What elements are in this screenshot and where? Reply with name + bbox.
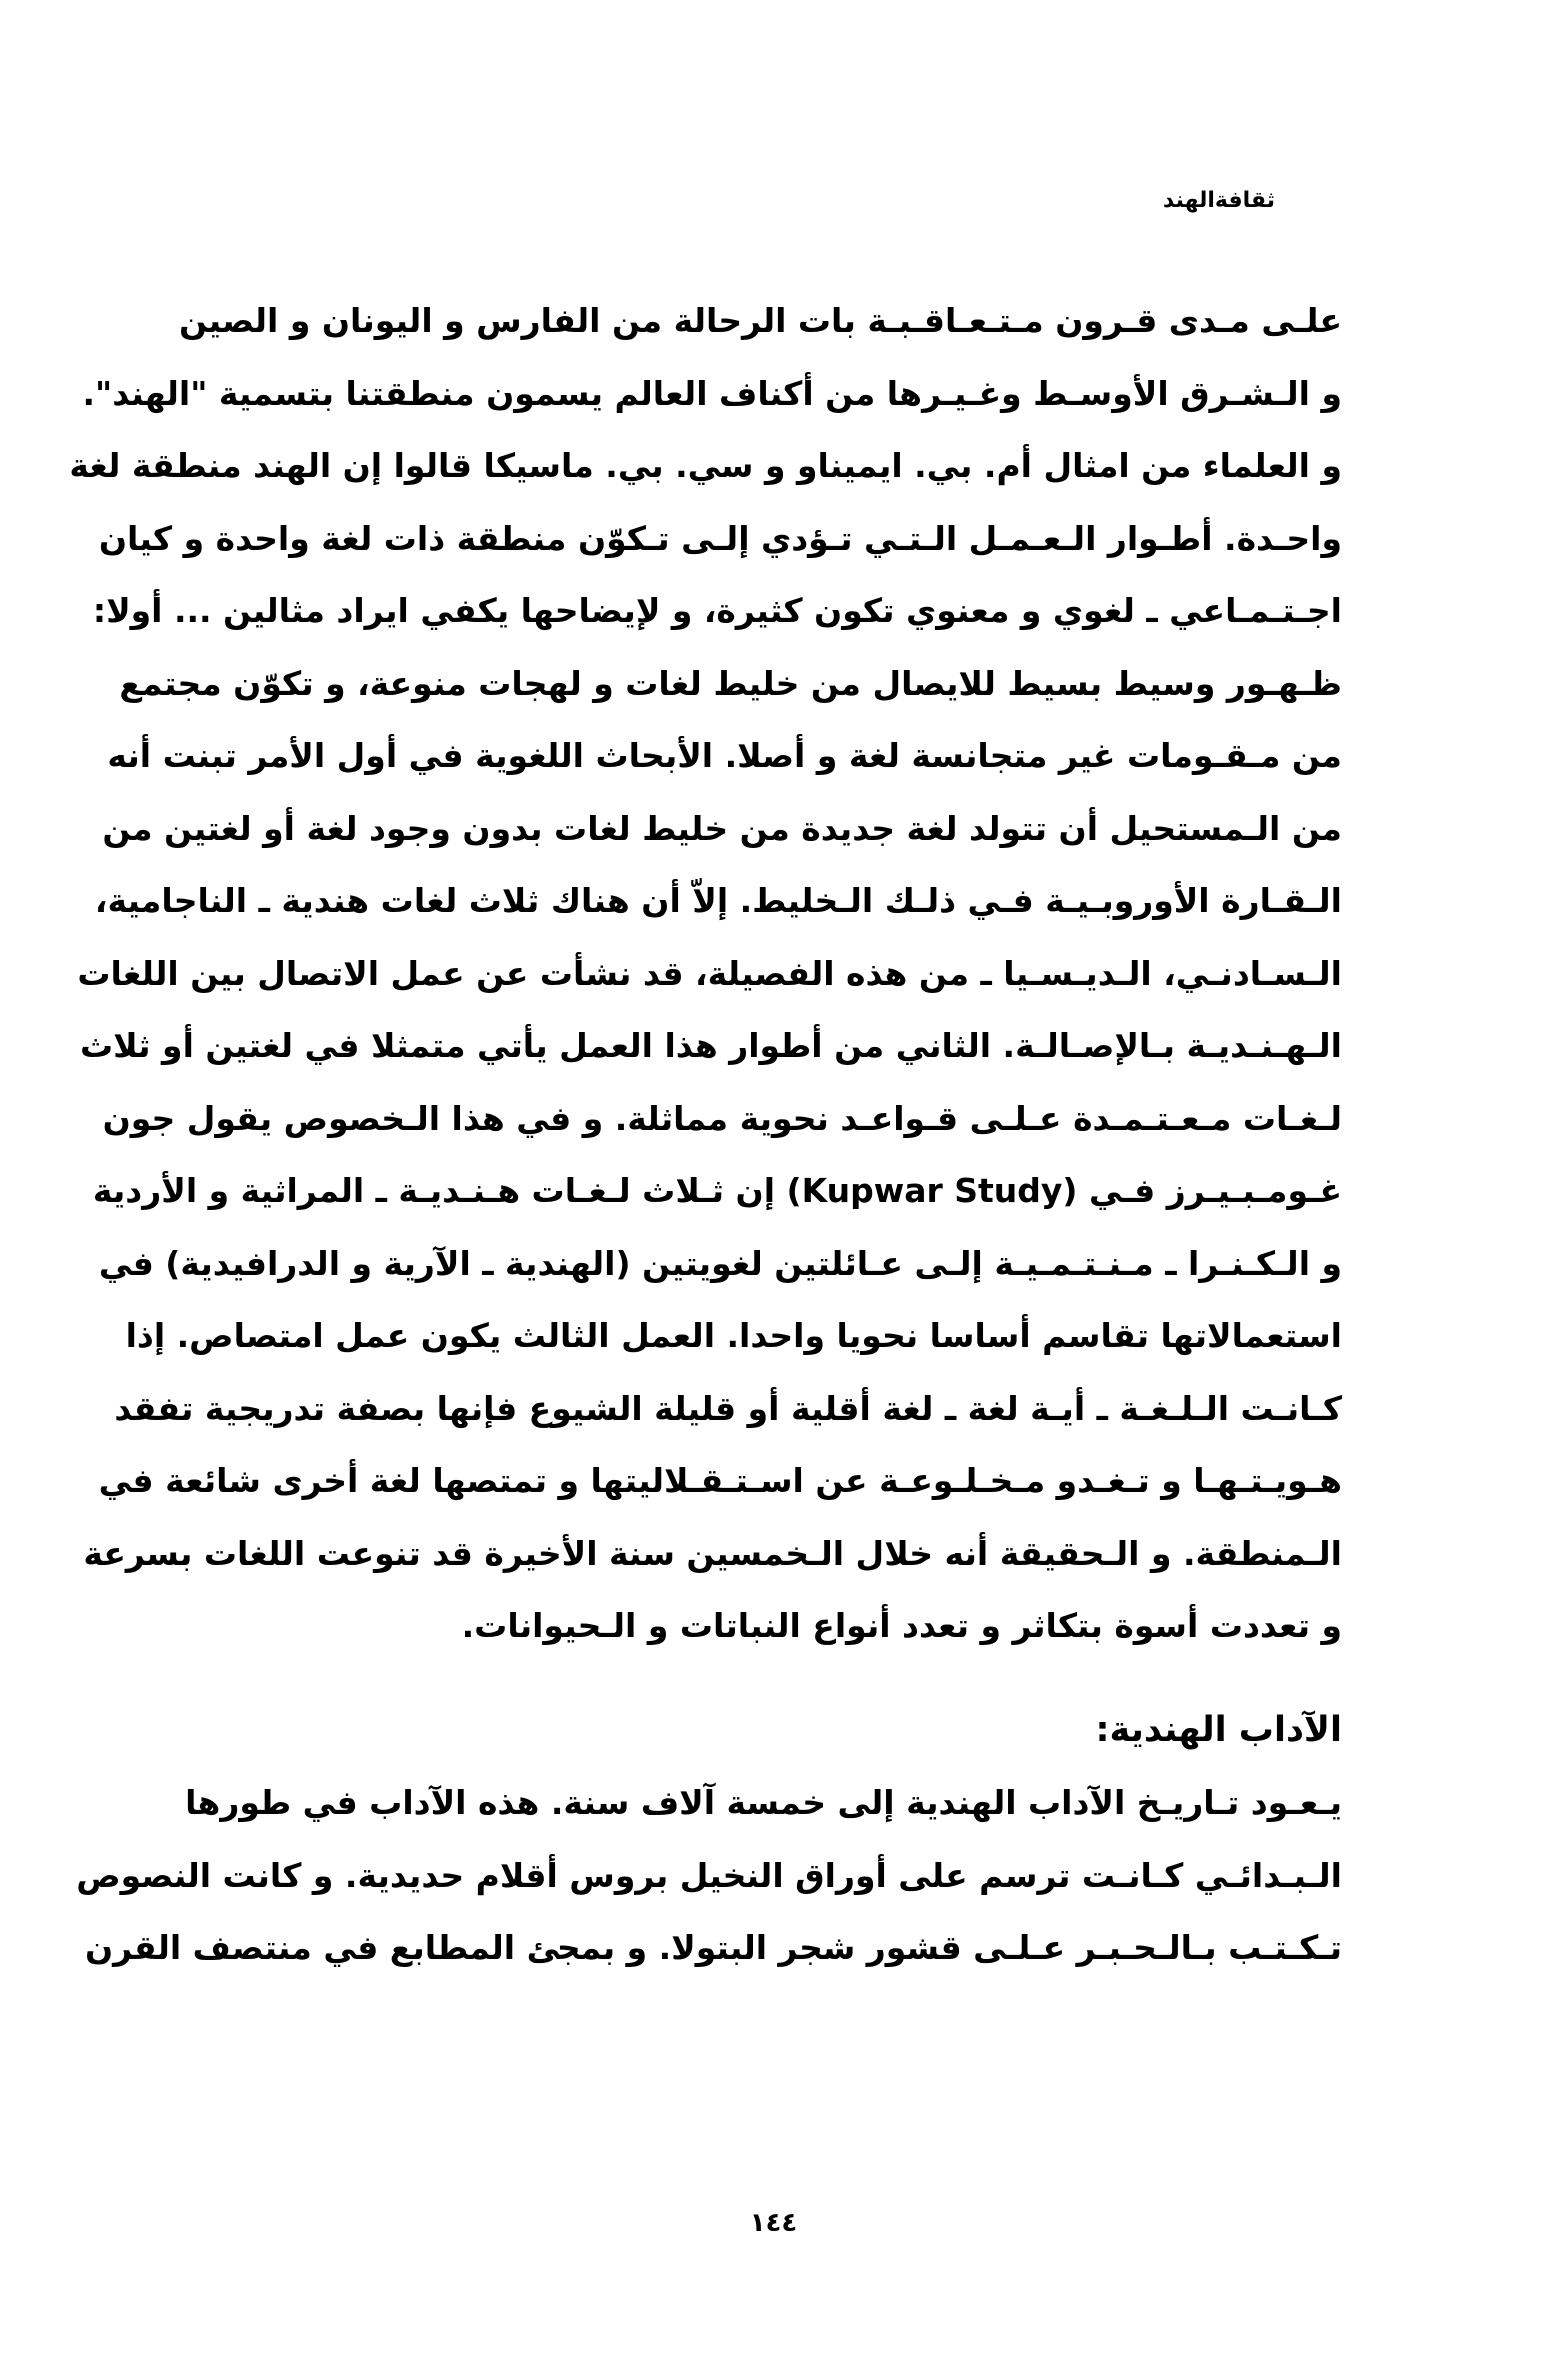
text-line: غـومـبـيـرز فـي (Kupwar Study) إن ثـلاث لـغـات هـنـديـة ـ المراثية و الأردية: [92, 1171, 1342, 1210]
text-line: الـقـارة الأوروبـيـة فـي ذلـك الـخليط. إلاّ أن هناك ثلاث لغات هندية ـ الناجامية،: [94, 881, 1342, 920]
text-line: و تعددت أسوة بتكاثر و تعدد أنواع النباتات و الـحيوانات.: [461, 1606, 1342, 1645]
text-line: يـعـود تـاريـخ الآداب الهندية إلى خمسة آلاف سنة. هذه الآداب في طورها: [185, 1783, 1342, 1822]
text-line: علـى مـدى قـرون مـتـعـاقـبـة بات الرحالة من الفارس و اليونان و الصين: [178, 301, 1342, 340]
section-heading: الآداب الهندية:: [1095, 1710, 1342, 1750]
running-header: ثقافةالهند: [1162, 188, 1275, 213]
text-line: و الـكـنـرا ـ مـنـتـمـيـة إلـى عـائلتين لغويتين (الهندية ـ الآرية و الدرافيدية) في: [98, 1243, 1342, 1283]
text-line: الـسـادنـي، الـديـسـيا ـ من هذه الفصيلة، قد نشأت عن عمل الاتصال بين اللغات: [77, 953, 1342, 993]
text-line: استعمالاتها تقاسم أساسا نحويا واحدا. العمل الثالث يكون عمل امتصاص. إذا: [125, 1316, 1342, 1355]
text-line: اجـتـمـاعي ـ لغوي و معنوي تكون كثيرة، و لإيضاحها يكفي ايراد مثالين ... أولا:: [92, 591, 1342, 630]
text-line: من الـمستحيل أن تتولد لغة جديدة من خليط لغات بدون وجود لغة أو لغتين من: [102, 808, 1342, 848]
text-line: واحـدة. أطـوار الـعـمـل الـتـي تـؤدي إلـى تـكوّن منطقة ذات لغة واحدة و كيان: [98, 518, 1342, 558]
text-line: و العلماء من امثال أم. بي. ايميناو و سي. بي. ماسيكا قالوا إن الهند منطقة لغة: [69, 446, 1342, 485]
body-paragraph-1: [69, 285, 1342, 1663]
text-line: هـويـتـهـا و تـغـدو مـخـلـوعـة عن اسـتـقـلاليتها و تمتصها لغة أخرى شائعة في: [98, 1461, 1342, 1500]
page-number: ١٤٤: [749, 2208, 798, 2238]
text-line: من مـقـومات غير متجانسة لغة و أصلا. الأبحاث اللغوية في أول الأمر تبنت أنه: [107, 736, 1342, 775]
text-line: كـانـت الـلـغـة ـ أيـة لغة ـ لغة أقلية أو قليلة الشيوع فإنها بصفة تدريجية تفقد: [114, 1388, 1342, 1428]
text-line: الـبـدائـي كـانـت ترسم على أوراق النخيل بروس أقلام حديدية. و كانت النصوص: [76, 1855, 1342, 1895]
text-line: و الـشـرق الأوسـط وغـيـرها من أكناف العالم يسمون منطقتنا بتسمية "الهند".: [82, 373, 1342, 413]
text-line: تـكـتـب بـالـحـبـر عـلـى قشور شجر البتولا. و بمجئ المطابع في منتصف القرن: [85, 1928, 1342, 1967]
text-line: ظـهـور وسيط بسيط للايصال من خليط لغات و لهجات منوعة، و تكوّن مجتمع: [119, 663, 1342, 703]
text-line: لـغـات مـعـتـمـدة عـلـى قـواعـد نحوية مماثلة. و في هذا الـخصوص يقول جون: [102, 1098, 1342, 1138]
text-line: الـمنطقة. و الـحقيقة أنه خلال الـخمسين سنة الأخيرة قد تنوعت اللغات بسرعة: [83, 1533, 1342, 1573]
body-paragraph-2: [76, 1767, 1342, 1985]
text-line: الـهـنـديـة بـالإصـالـة. الثاني من أطوار هذا العمل يأتي متمثلا في لغتين أو ثلاث: [79, 1026, 1342, 1065]
